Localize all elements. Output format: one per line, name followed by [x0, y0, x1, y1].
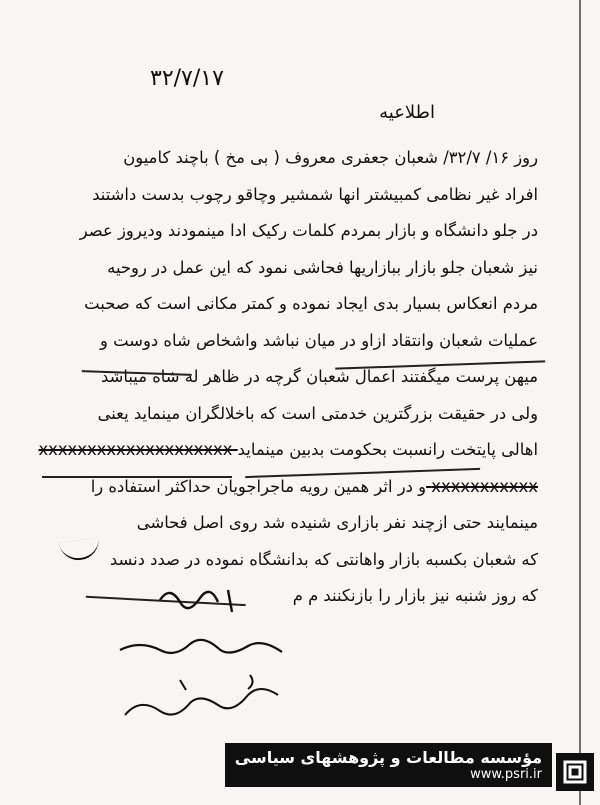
institute-logo: [556, 753, 594, 791]
body-line: که شعبان بکسبه بازار واهانتی که بدانشگاه نموده در صدد دنسد: [109, 549, 538, 569]
institute-name: مؤسسه مطالعات و پژوهشهای سیاسی: [234, 748, 542, 767]
body-line-text: و در اثر همین رویه ماجراجویان حداکثر استفاده را: [90, 476, 427, 496]
body-line: مردم انعکاس بسیار بدی ایجاد نموده و کمتر مکانی است که صحبت: [84, 294, 538, 313]
document-date: ۳۲/۷/۱۷: [150, 66, 224, 91]
document-title: اطلاعیه: [379, 102, 435, 123]
page-edge-divider: [579, 0, 581, 805]
handwritten-underline: [42, 466, 232, 478]
body-line: افراد غیر نظامی کمبیشتر انها شمشیر وچاقو رچوب بدست داشتند: [92, 184, 538, 204]
body-line: نیز شعبان جلو بازار ببازاریها فحاشی نمود که این عمل در روحیه: [107, 257, 538, 277]
handwritten-signature: [100, 580, 330, 740]
body-line: ولی در حقیقت بزرگترین خدمتی است که باخلالگران مینماید یعنی: [97, 403, 538, 423]
document-body: [38, 140, 538, 615]
struck-out-text: xxxxxxxxxxx: [426, 476, 538, 496]
body-line: روز ۱۶/ ۳۲/۷/ شعبان جعفری معروف ( بی مخ ) باچند کامیون: [123, 148, 538, 167]
body-line: عملیات شعبان وانتقاد ازاو در میان نباشد واشخاص شاه دوست و: [100, 330, 538, 350]
institute-url[interactable]: www.psri.ir: [470, 767, 542, 782]
body-line: در جلو دانشگاه و بازار بمردم کلمات رکیک ادا مینمودند ودیروز عصر: [79, 221, 538, 240]
institute-watermark: [225, 743, 552, 787]
struck-out-text: xxxxxxxxxxxxxxxxxxxx: [38, 440, 238, 459]
body-line: مینمایند حتی ازچند نفر بازاری شنیده شد روی اصل فحاشی: [136, 513, 538, 532]
body-line-text: اهالی پایتخت رانسبت بحکومت بدبین مینماید: [237, 440, 538, 459]
body-line: میهن پرست میگفتند اعمال شعبان گرچه در ظاهر له شاه میباشد: [101, 367, 538, 386]
body-line: که روز شنبه نیز بازار را بازنکنند م م: [292, 586, 538, 605]
